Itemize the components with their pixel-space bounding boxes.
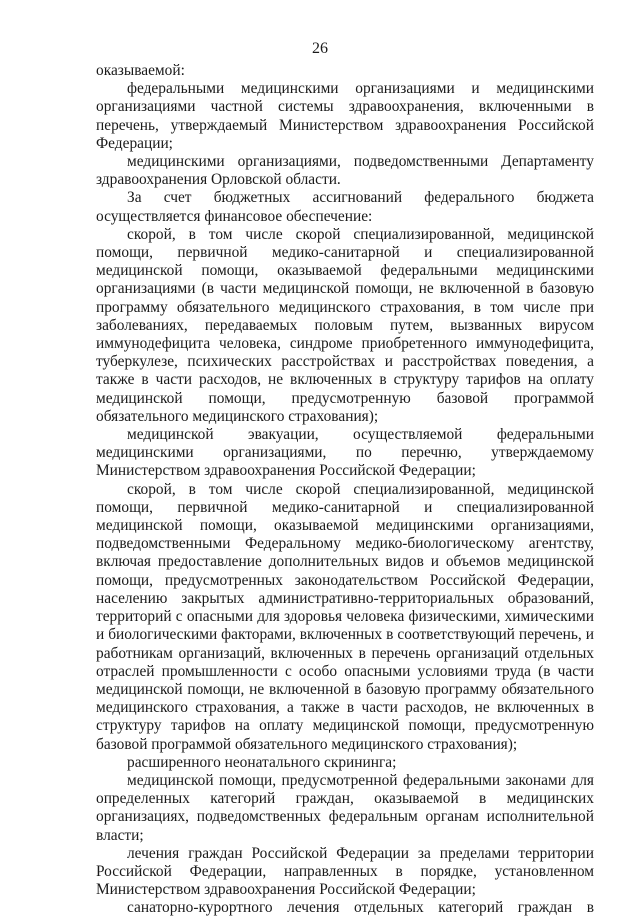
paragraph: скорой, в том числе скорой специализированной, медицинской помощи, первичной медико-санитарной и специализированной медицинской помощи, оказываемой федеральными медицинскими организациями (в части медицинской помощи, не включенной в базовую программу обязательного медицинского страхования, в том числе при заболеваниях, передаваемых половым путем, вызванных вирусом иммунодефицита человека, синдроме приобретенного иммунодефицита, туберкулезе, психических расстройствах и расстройствах поведения, а также в части расходов, не включенных в структуру тарифов на оплату медицинской помощи, предусмотренную базовой программой обязательного медицинского страхования);: [96, 225, 594, 425]
paragraph-truncated: санаторно-курортного лечения отдельных категорий граждан в: [127, 899, 594, 917]
paragraph: За счет бюджетных ассигнований федерального бюджета осуществляется финансовое обеспечение:: [96, 189, 594, 225]
paragraph: федеральными медицинскими организациями и медицинскими организациями частной системы здравоохранения, включенными в перечень, утверждаемый Министерством здравоохранения Российской Федерации;: [96, 80, 594, 152]
paragraph: медицинской помощи, предусмотренной федеральными законами для определенных категорий граждан, оказываемой в медицинских организациях, подведомственных федеральным органам исполнительной власти;: [96, 771, 594, 844]
paragraph-continuation: оказываемой:: [96, 62, 185, 79]
paragraph: лечения граждан Российской Федерации за пределами территории Российской Федерации, направленных в порядке, установленном Министерством здравоохранения Российской Федерации;: [96, 844, 594, 899]
paragraph: скорой, в том числе скорой специализированной, медицинской помощи, первичной медико-санитарной и специализированной медицинской помощи, оказываемой медицинскими организациями, подведомственными Федеральному медико-биологическому агентству, включая предоставление дополнительных видов и объемов медицинской помощи, предусмотренных законодательством Российской Федерации, населению закрытых административно-территориальных образований, территорий с опасными для здоровья человека физическими, химическими и биологическими факторами, включенных в соответствующий перечень, и работникам организаций, включенных в перечень организаций отдельных отраслей промышленности с особо опасными условиями труда (в части медицинской помощи, не включенной в базовую программу обязательного медицинского страхования, а также в части расходов, не включенных в структуру тарифов на оплату медицинской помощи, предусмотренную базовой программой обязательного медицинского страхования);: [96, 480, 594, 753]
document-body: [96, 62, 594, 918]
page-number: 26: [312, 40, 328, 57]
paragraph: медицинской эвакуации, осуществляемой федеральными медицинскими организациями, по перечню, утверждаемому Министерством здравоохранения Российской Федерации;: [96, 426, 594, 480]
paragraph: расширенного неонатального скрининга;: [127, 753, 397, 771]
paragraph: медицинскими организациями, подведомственными Департаменту здравоохранения Орловской области.: [96, 153, 594, 189]
